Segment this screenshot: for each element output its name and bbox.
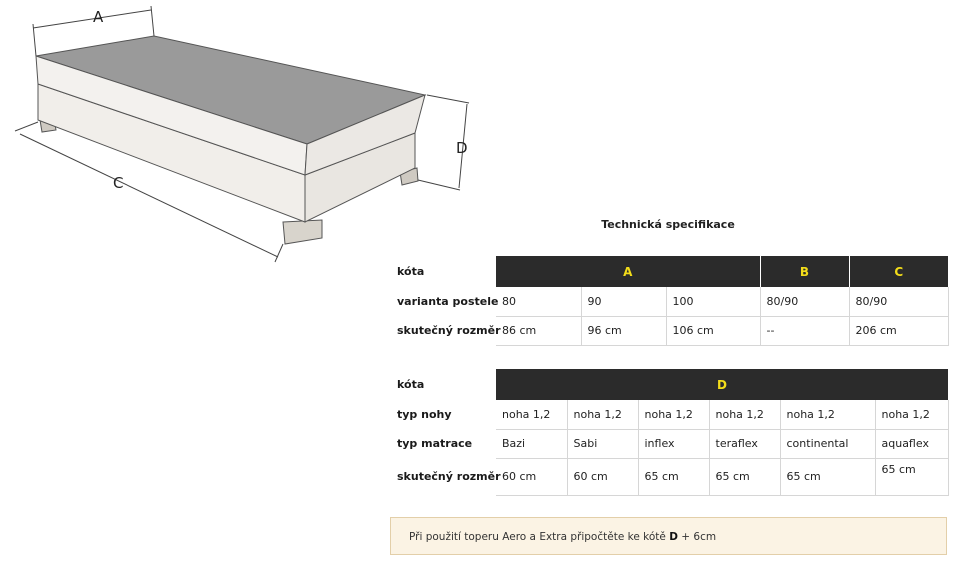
table-cell: 65 cm [638,458,709,495]
table-cell: noha 1,2 [567,400,638,429]
table-cell: aquaflex [875,429,948,458]
table-row [391,316,948,345]
row-label: typ nohy [391,400,496,429]
header-b: B [760,256,849,287]
table-cell: teraflex [709,429,780,458]
table-cell: noha 1,2 [638,400,709,429]
note-prefix: Při použití toperu Aero a Extra připočtěte ke kótě [409,531,666,543]
table-cell: noha 1,2 [875,400,948,429]
table-cell: 206 cm [849,316,948,345]
row-label: skutečný rozměr [391,316,496,345]
table-cell: continental [780,429,875,458]
table-header-row [391,369,948,400]
spec-title: Technická specifikace [601,218,735,231]
table-cell: noha 1,2 [780,400,875,429]
table-cell: 106 cm [666,316,760,345]
dimension-c-label: C [113,174,124,192]
table-cell: 100 [666,287,760,316]
header-c: C [849,256,948,287]
corner-label: kóta [391,256,496,287]
table-cell: noha 1,2 [496,400,567,429]
table-cell: Bazi [496,429,567,458]
table-cell: noha 1,2 [709,400,780,429]
table-cell: Sabi [567,429,638,458]
header-a: A [496,256,760,287]
dimension-d-label: D [456,139,468,157]
table-cell: 60 cm [567,458,638,495]
table-row [391,458,948,495]
table-row [391,400,948,429]
spec-table-d [391,369,949,496]
table-cell: inflex [638,429,709,458]
row-label: varianta postele [391,287,496,316]
table-cell: 60 cm [496,458,567,495]
note-suffix: + 6cm [681,531,717,543]
table-cell: 65 cm [709,458,780,495]
bed-dimension-diagram [0,0,480,270]
bed-foot-front [283,220,322,244]
row-label: skutečný rozměr [391,458,496,495]
table-cell: 96 cm [581,316,666,345]
table-cell: -- [760,316,849,345]
table-cell: 65 cm [780,458,875,495]
table-cell: 65 cm [875,458,948,495]
table-header-row [391,256,948,287]
dimension-a-label: A [93,8,104,26]
corner-label: kóta [391,369,496,400]
table-row [391,287,948,316]
table-cell: 86 cm [496,316,581,345]
topper-note [390,517,947,555]
table-row [391,429,948,458]
table-cell: 80/90 [760,287,849,316]
note-bold: D [669,531,678,543]
header-d: D [496,369,948,400]
table-cell: 90 [581,287,666,316]
table-cell: 80/90 [849,287,948,316]
table-cell: 80 [496,287,581,316]
row-label: typ matrace [391,429,496,458]
spec-table-abc [391,256,949,346]
